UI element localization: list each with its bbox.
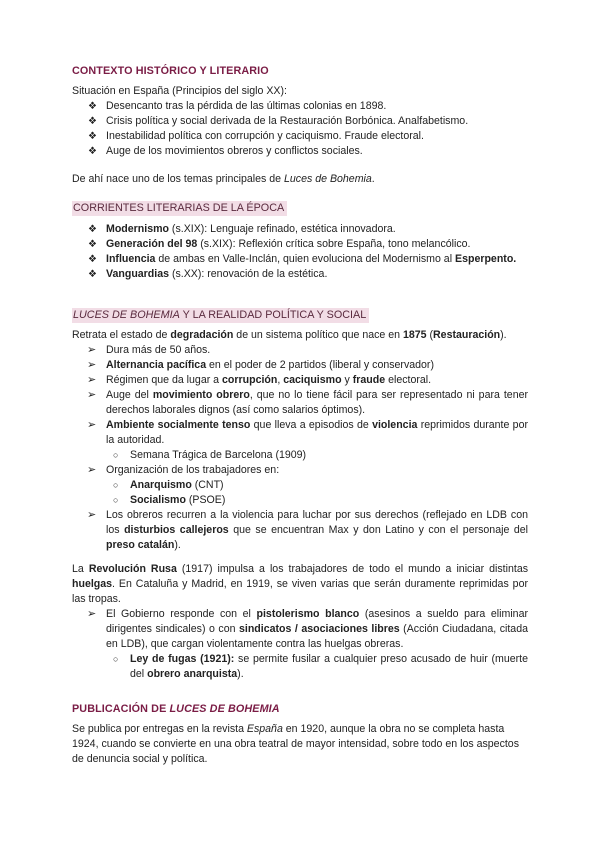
list-item: ❖ Inestabilidad política con corrupción y caciquismo. Fraude electoral. <box>88 130 424 142</box>
revolution-paragraph: La Revolución Rusa (1917) impulsa a los trabajadores de todo el mundo a iniciar distintas huelgas. En Cataluña y Madrid, en 1919, se viven varias que serán duramente reprimidas por las tropas. <box>72 563 529 605</box>
list-item: ❖ Modernismo (s.XIX): Lenguaje refinado, estética innovadora. <box>88 223 396 235</box>
diamond-bullet-icon: ❖ <box>88 224 97 235</box>
circle-bullet-icon: ○ <box>113 495 119 505</box>
section-heading: CONTEXTO HISTÓRICO Y LITERARIO <box>72 65 269 77</box>
publication-content <box>72 722 528 767</box>
list-item: ❖ Vanguardias (s.XX): renovación de la estética. <box>88 268 328 280</box>
list-item: ❖ Generación del 98 (s.XIX): Reflexión crítica sobre España, tono melancólico. <box>88 238 471 250</box>
diamond-bullet-icon: ❖ <box>88 146 97 157</box>
list-item: ➢ Alternancia pacífica en el poder de 2 partidos (liberal y conservador) <box>87 359 434 371</box>
section-heading: CORRIENTES LITERARIAS DE LA ÉPOCA <box>72 201 287 216</box>
sub-list-item: ○ Socialismo (PSOE) <box>113 494 226 506</box>
section-heading: PUBLICACIÓN DE LUCES DE BOHEMIA <box>72 703 280 715</box>
section-reality <box>72 308 528 323</box>
list-item: ❖ Influencia de ambas en Valle-Inclán, quien evoluciona del Modernismo al Esperpento. <box>88 253 517 265</box>
diamond-bullet-icon: ❖ <box>88 131 97 142</box>
arrow-bullet-icon: ➢ <box>87 344 97 356</box>
reality-content <box>72 328 528 553</box>
context-note: De ahí nace uno de los temas principales de Luces de Bohemia. <box>72 173 375 185</box>
list-item: ❖ Desencanto tras la pérdida de las últimas colonias en 1898. <box>88 100 387 112</box>
list-item: ❖ Crisis política y social derivada de la Restauración Borbónica. Analfabetismo. <box>88 115 469 127</box>
section-revolution <box>72 562 528 682</box>
list-item: ➢ Auge del movimiento obrero, que no lo tiene fácil para ser representado ni para tener derechos laborales dignos (así como salarios óptimos). <box>87 389 528 416</box>
arrow-bullet-icon: ➢ <box>87 389 97 401</box>
sub-list-item: ○ Semana Trágica de Barcelona (1909) <box>113 449 307 461</box>
arrow-bullet-icon: ➢ <box>87 608 97 620</box>
list-item: ❖ Auge de los movimientos obreros y conflictos sociales. <box>88 145 363 157</box>
sub-list-item: ○ Ley de fugas (1921): se permite fusilar a cualquier preso acusado de huir (muerte del obrero anarquista). <box>113 653 528 680</box>
list-item: ➢ Organización de los trabajadores en: <box>87 464 280 476</box>
section-context <box>72 64 528 79</box>
section-publication <box>72 702 528 717</box>
diamond-bullet-icon: ❖ <box>88 101 97 112</box>
list-item: ➢ Los obreros recurren a la violencia para luchar por sus derechos (reflejado en LDB con los disturbios callejeros que se encuentran Max y don Latino y con el personaje del preso catalán). <box>87 509 528 551</box>
list-item: ➢ El Gobierno responde con el pistolerismo blanco (asesinos a sueldo para eliminar dirigentes sindicales) o con sindicatos / asociaciones libres (Acción Ciudadana, citada en LDB), que cargan violentamente contra las huelgas obreras. <box>87 608 528 650</box>
section-heading: LUCES DE BOHEMIA Y LA REALIDAD POLÍTICA Y SOCIAL <box>72 308 369 323</box>
circle-bullet-icon: ○ <box>113 450 119 460</box>
list-item: ➢ Ambiente socialmente tenso que lleva a episodios de violencia reprimidos durante por la autoridad. <box>87 419 528 446</box>
arrow-bullet-icon: ➢ <box>87 419 97 431</box>
sub-list-item: ○ Anarquismo (CNT) <box>113 479 224 491</box>
arrow-bullet-icon: ➢ <box>87 359 97 371</box>
arrow-bullet-icon: ➢ <box>87 374 97 386</box>
currents-list <box>72 222 528 282</box>
context-intro: Situación en España (Principios del siglo XX): <box>72 85 287 97</box>
context-list <box>72 84 528 159</box>
circle-bullet-icon: ○ <box>113 480 119 490</box>
diamond-bullet-icon: ❖ <box>88 116 97 127</box>
publication-paragraph: Se publica por entregas en la revista España en 1920, aunque la obra no se completa hasta 1924, cuando se convierte en una obra teatral de mayor intensidad, sobre todo en los aspectos de denuncia social y política. <box>72 723 519 765</box>
list-item: ➢ Dura más de 50 años. <box>87 344 211 356</box>
diamond-bullet-icon: ❖ <box>88 269 97 280</box>
circle-bullet-icon: ○ <box>113 654 119 664</box>
reality-intro: Retrata el estado de degradación de un sistema político que nace en 1875 (Restauración). <box>72 329 507 341</box>
arrow-bullet-icon: ➢ <box>87 509 97 521</box>
list-item: ➢ Régimen que da lugar a corrupción, caciquismo y fraude electoral. <box>87 374 432 386</box>
section-currents <box>72 201 528 216</box>
diamond-bullet-icon: ❖ <box>88 254 97 265</box>
arrow-bullet-icon: ➢ <box>87 464 97 476</box>
diamond-bullet-icon: ❖ <box>88 239 97 250</box>
